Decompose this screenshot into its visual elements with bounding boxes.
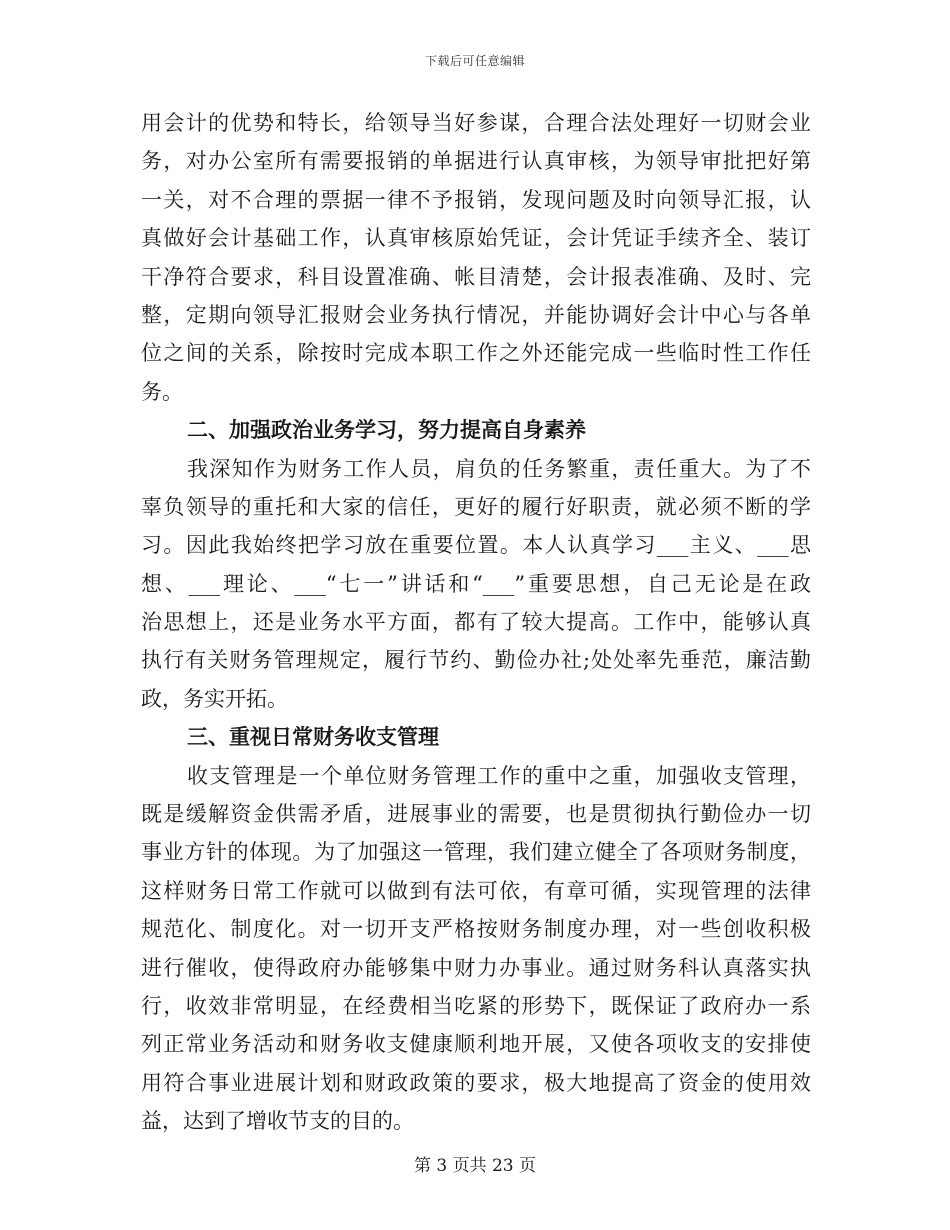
paragraph-line: 我深知作为财务工作人员，肩负的任务繁重，责任重大。为了不 xyxy=(187,456,811,481)
paragraph-line: 干净符合要求，科目设置准确、帐目清楚，会计报表准确、及时、完 xyxy=(141,264,811,289)
section-heading-financial-management: 三、重视日常财务收支管理 xyxy=(187,724,439,750)
paragraph-line: 进行催收，使得政府办能够集中财力办事业。通过财务科认真落实执 xyxy=(141,955,811,980)
paragraph-line: 辜负领导的重托和大家的信任，更好的履行好职责，就必须不断的学 xyxy=(141,494,811,519)
paragraph-line: 务，对办公室所有需要报销的单据进行认真审核，为领导审批把好第 xyxy=(141,149,811,174)
paragraph-line: 治思想上，还是业务水平方面，都有了较大提高。工作中，能够认真 xyxy=(141,610,811,635)
section-heading-political-study: 二、加强政治业务学习，努力提高自身素养 xyxy=(187,417,586,443)
paragraph-line: 事业方针的体现。为了加强这一管理，我们建立健全了各项财务制度， xyxy=(141,840,811,865)
paragraph-line: 这样财务日常工作就可以做到有法可依，有章可循，实现管理的法律 xyxy=(141,878,811,903)
document-body xyxy=(141,104,811,1141)
paragraph-line: 整，定期向领导汇报财会业务执行情况，并能协调好会计中心与各单 xyxy=(141,302,811,327)
paragraph-line: 真做好会计基础工作，认真审核原始凭证，会计凭证手续齐全、装订 xyxy=(141,226,811,251)
paragraph-line: 一关，对不合理的票据一律不予报销，发现问题及时向领导汇报，认 xyxy=(141,187,811,212)
paragraph-line: 用符合事业进展计划和财政政策的要求，极大地提高了资金的使用效 xyxy=(141,1070,811,1095)
paragraph-line: 执行有关财务管理规定，履行节约、勤俭办社;处处率先垂范，廉洁勤 xyxy=(141,648,811,673)
paragraph-line: 习。因此我始终把学习放在重要位置。本人认真学习___主义、___思 xyxy=(141,533,811,558)
page-header-note: 下载后可任意编辑 xyxy=(424,54,525,68)
paragraph-line: 想、___理论、___“七一”讲话和“___”重要思想，自己无论是在政 xyxy=(141,571,811,596)
page-number: 第 3 页共 23 页 xyxy=(413,1156,537,1176)
paragraph-line: 用会计的优势和特长，给领导当好参谋，合理合法处理好一切财会业 xyxy=(141,111,811,135)
paragraph-line: 行，收效非常明显，在经费相当吃紧的形势下，既保证了政府办一系 xyxy=(141,993,811,1018)
paragraph-line: 规范化、制度化。对一切开支严格按财务制度办理，对一些创收积极 xyxy=(141,917,811,942)
paragraph-line: 务。 xyxy=(141,379,183,404)
paragraph-line: 益，达到了增收节支的目的。 xyxy=(141,1109,414,1134)
paragraph-line: 列正常业务活动和财务收支健康顺利地开展，又使各项收支的安排使 xyxy=(141,1032,811,1057)
paragraph-line: 收支管理是一个单位财务管理工作的重中之重，加强收支管理， xyxy=(187,763,811,788)
paragraph-line: 位之间的关系，除按时完成本职工作之外还能完成一些临时性工作任 xyxy=(141,341,811,366)
paragraph-line: 政，务实开拓。 xyxy=(141,686,288,711)
paragraph-line: 既是缓解资金供需矛盾，进展事业的需要，也是贯彻执行勤俭办一切 xyxy=(141,802,811,827)
